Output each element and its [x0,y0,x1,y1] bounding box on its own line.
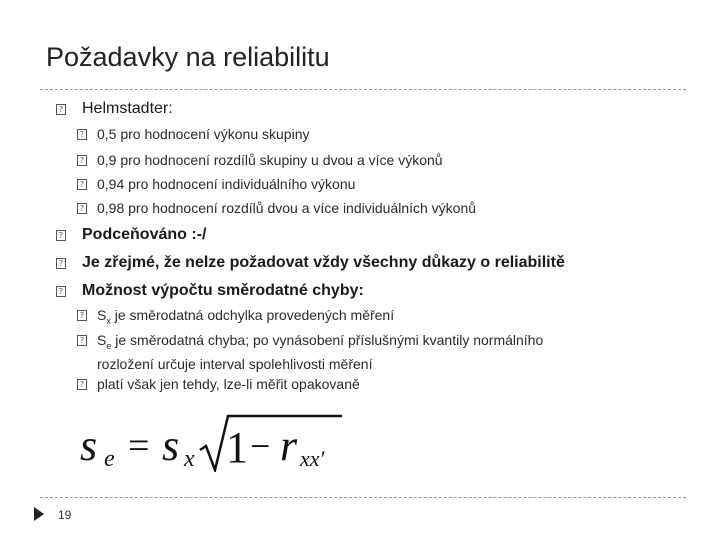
formula-rhs-sub: x [184,446,195,472]
formula-lhs: s [80,421,98,470]
sub-bullet-text: 0,5 pro hodnocení výkonu skupiny [97,126,310,142]
bullet-icon [77,129,87,140]
title-divider [40,89,686,90]
footer-divider [40,497,686,498]
bullet-text: Je zřejmé, že nelze požadovat vždy všechny důkazy o reliabilitě [82,254,565,271]
sub-bullet [77,125,309,143]
se-symbol: S [97,332,107,348]
formula-equals: = [128,425,150,467]
standard-error-formula [80,414,342,472]
sx-subscript: x [106,315,111,326]
bullet-icon [56,104,66,115]
sub-bullet-se [77,331,543,373]
bullet-icon [77,379,87,390]
bullet-zrejme [56,254,565,272]
bullet-icon [77,179,87,190]
bullet-podcenovano [56,226,206,244]
page-number: 19 [58,508,72,522]
sub-bullet-text: 0,98 pro hodnocení rozdílů dvou a více individuálních výkonů [97,200,477,216]
se-subscript: e [106,340,112,351]
bullet-icon [77,335,87,346]
sub-bullet [77,151,443,169]
sub-bullet-text: platí však jen tehdy, lze-li měřit opakovaně [97,376,360,392]
bullet-helmstadter [56,100,173,118]
sub-bullet-sx [77,306,394,330]
bullet-text: Podceňováno :-/ [82,226,207,243]
slide-title: Požadavky na reliabilitu [46,42,330,72]
sub-bullet-text: 0,94 pro hodnocení individuálního výkonu [97,176,356,192]
bullet-icon [56,230,66,241]
se-text-line1: je směrodatná chyba; po vynásobení příslušnými kvantily normálního [115,332,544,348]
bullet-icon [77,155,87,166]
sub-bullet-text: 0,9 pro hodnocení rozdílů skupiny u dvou a více výkonů [97,152,443,168]
formula-rhs: s [162,421,180,470]
formula-r: r [280,421,298,470]
sx-symbol: S [97,307,107,323]
bullet-icon [77,310,87,321]
sx-text: je směrodatná odchylka provedených měření [114,307,395,323]
bullet-icon [77,203,87,214]
sub-bullet [77,199,476,217]
bullet-icon [56,258,66,269]
formula-lhs-sub: e [104,446,115,472]
sub-bullet-text [97,331,543,373]
bullet-moznost [56,282,364,300]
bullet-text: Možnost výpočtu směrodatné chyby: [82,282,364,299]
formula-one: 1 [226,423,248,472]
sub-bullet [77,175,355,193]
sub-bullet-plati [77,375,360,393]
formula-minus: − [250,426,271,466]
bullet-icon [56,286,66,297]
play-arrow-icon [34,507,44,521]
se-text-line2: rozložení určuje interval spolehlivosti měření [97,355,373,372]
formula-r-sub: xx' [300,446,325,471]
bullet-helmstadter-label: Helmstadter: [82,100,173,117]
sub-bullet-text [97,306,394,330]
